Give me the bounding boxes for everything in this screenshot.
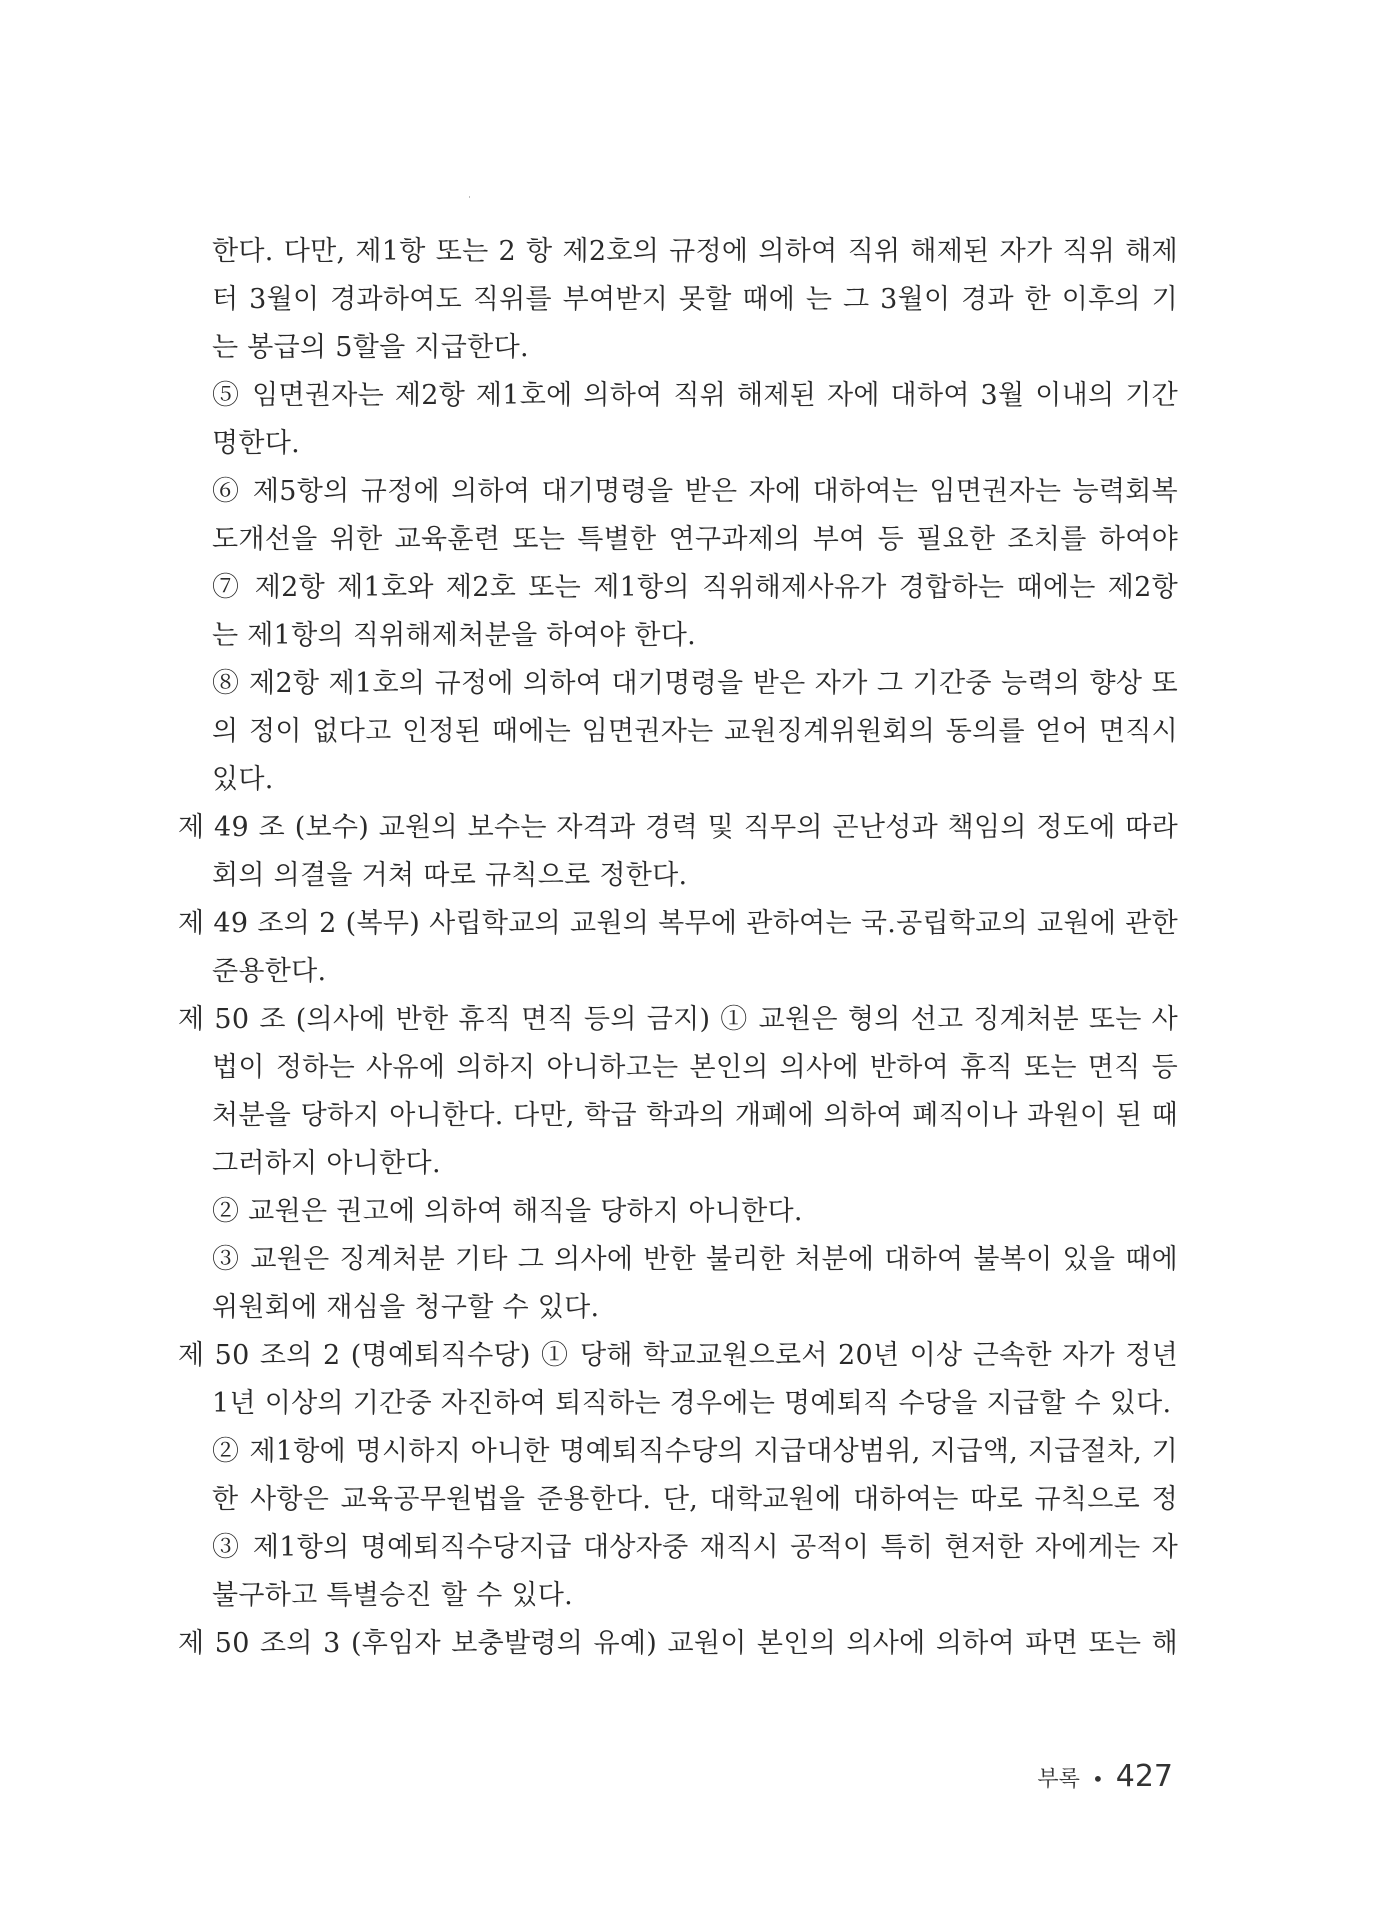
section-label: 부록 bbox=[1037, 1767, 1080, 1792]
text-line: 법이 정하는 사유에 의하지 아니하고는 본인의 의사에 반하여 휴직 또는 면직 등 bbox=[212, 1052, 1178, 1083]
scan-speck bbox=[469, 196, 470, 198]
article-heading-line: 제 50 조의 3 (후임자 보충발령의 유예) 교원이 본인의 의사에 의하여 파면 또는 해 bbox=[178, 1628, 1178, 1659]
text-line: ⑤ 임면권자는 제2항 제1호에 의하여 직위 해제된 자에 대하여 3월 이내의 기간 bbox=[212, 380, 1178, 411]
article-heading-line: 제 49 조의 2 (복무) 사립학교의 교원의 복무에 관하여는 국.공립학교의 교원에 관한 bbox=[178, 908, 1178, 939]
text-line: 있다. bbox=[212, 764, 274, 795]
text-line: 터 3월이 경과하여도 직위를 부여받지 못할 때에 는 그 3월이 경과 한 이후의 기 bbox=[212, 284, 1178, 315]
text-line: 한 사항은 교육공무원법을 준용한다. 단, 대학교원에 대하여는 따로 규칙으로 정 bbox=[212, 1484, 1178, 1515]
page-number: 427 bbox=[1115, 1759, 1173, 1794]
article-heading-line: 제 50 조 (의사에 반한 휴직 면직 등의 금지) ① 교원은 형의 선고 징계처분 또는 사 bbox=[178, 1004, 1178, 1035]
text-line: ② 제1항에 명시하지 아니한 명예퇴직수당의 지급대상범위, 지급액, 지급절차, 기 bbox=[212, 1436, 1178, 1467]
text-line: 준용한다. bbox=[212, 956, 327, 987]
text-line: 의 정이 없다고 인정된 때에는 임면권자는 교원징계위원회의 동의를 얻어 면직시 bbox=[212, 716, 1178, 747]
text-line: ⑧ 제2항 제1호의 규정에 의하여 대기명령을 받은 자가 그 기간중 능력의 향상 또 bbox=[212, 668, 1178, 699]
text-line: 는 봉급의 5할을 지급한다. bbox=[212, 332, 529, 363]
bullet-separator-icon: • bbox=[1091, 1767, 1104, 1791]
text-line: 처분을 당하지 아니한다. 다만, 학급 학과의 개폐에 의하여 폐직이나 과원이 된 때 bbox=[212, 1100, 1178, 1131]
text-line: 는 제1항의 직위해제처분을 하여야 한다. bbox=[212, 620, 697, 651]
text-line: ⑦ 제2항 제1호와 제2호 또는 제1항의 직위해제사유가 경합하는 때에는 제2항 bbox=[212, 572, 1178, 603]
text-line: 그러하지 아니한다. bbox=[212, 1148, 441, 1179]
text-line: ③ 제1항의 명예퇴직수당지급 대상자중 재직시 공적이 특히 현저한 자에게는 자 bbox=[212, 1532, 1178, 1563]
text-line: 한다. 다만, 제1항 또는 2 항 제2호의 규정에 의하여 직위 해제된 자가 직위 해제 bbox=[212, 236, 1178, 267]
text-line: ⑥ 제5항의 규정에 의하여 대기명령을 받은 자에 대하여는 임면권자는 능력회복 bbox=[212, 476, 1178, 507]
text-line: 명한다. bbox=[212, 428, 301, 459]
article-heading-line: 제 49 조 (보수) 교원의 보수는 자격과 경력 및 직무의 곤난성과 책임의 정도에 따라 bbox=[178, 812, 1178, 843]
text-line: 도개선을 위한 교육훈련 또는 특별한 연구과제의 부여 등 필요한 조치를 하여야 bbox=[212, 524, 1178, 555]
text-line: 회의 의결을 거쳐 따로 규칙으로 정한다. bbox=[212, 860, 688, 891]
article-heading-line: 제 50 조의 2 (명예퇴직수당) ① 당해 학교교원으로서 20년 이상 근속한 자가 정년 bbox=[178, 1340, 1178, 1371]
regulation-text-body bbox=[178, 228, 1178, 1668]
text-line: ② 교원은 권고에 의하여 해직을 당하지 아니한다. bbox=[212, 1196, 803, 1227]
text-line: 불구하고 특별승진 할 수 있다. bbox=[212, 1580, 573, 1611]
text-line: 위원회에 재심을 청구할 수 있다. bbox=[212, 1292, 600, 1323]
text-line: ③ 교원은 징계처분 기타 그 의사에 반한 불리한 처분에 대하여 불복이 있을 때에 bbox=[212, 1244, 1178, 1275]
text-line: 1년 이상의 기간중 자진하여 퇴직하는 경우에는 명예퇴직 수당을 지급할 수 있다. bbox=[212, 1388, 1172, 1419]
page-footer bbox=[1037, 1757, 1173, 1797]
